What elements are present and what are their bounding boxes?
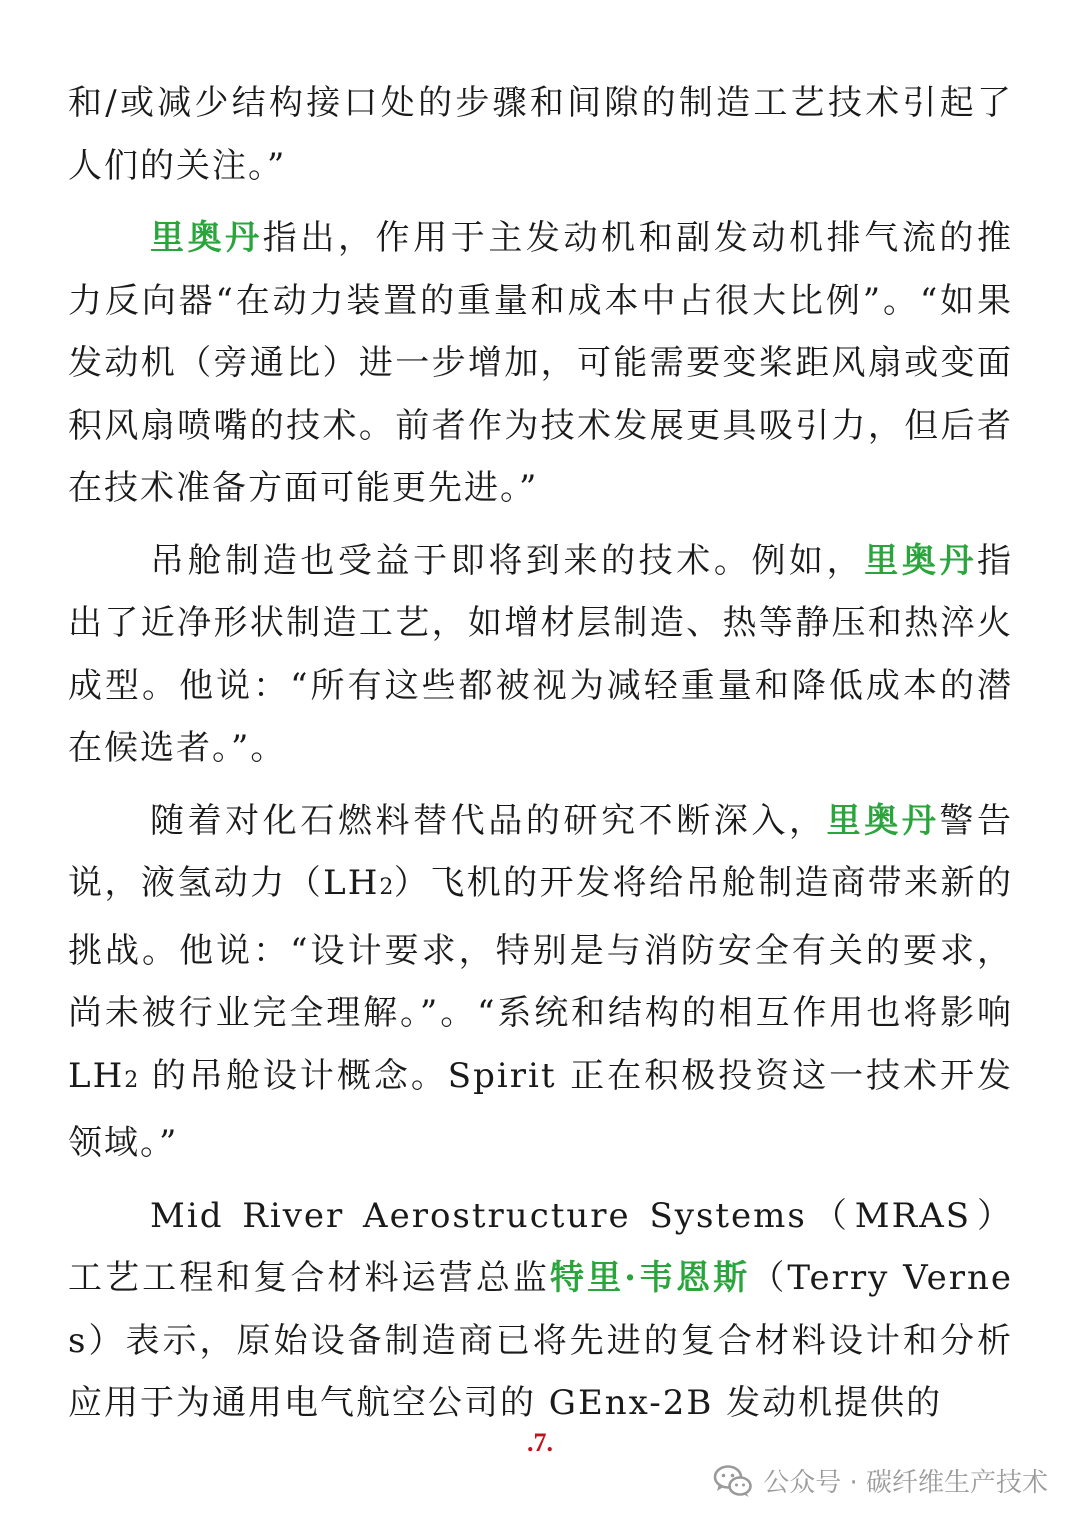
- paragraph-4: [68, 790, 1013, 1175]
- article-body: [68, 72, 1013, 1445]
- person-name-highlight: 里奥丹: [150, 218, 263, 258]
- paragraph-text: （Terry Vernes）表示，原始设备制造商已将先进的复合材料设计和分析应用于为通用电气航空公司的 GEnx-2B 发动机提供的: [68, 1258, 1013, 1423]
- person-name-highlight: 特里·韦恩斯: [550, 1258, 751, 1298]
- paragraph-1: [68, 72, 1013, 197]
- paragraph-text: 吊舱制造也受益于即将到来的技术。例如，: [150, 540, 865, 581]
- person-name-highlight: 里奥丹: [864, 540, 978, 581]
- subscript: 2: [124, 1067, 139, 1093]
- watermark-text: 公众号 · 碳纤维生产技术: [763, 1468, 1048, 1498]
- paragraph-text: 的吊舱设计概念。Spirit 正在积极投资这一技术开发领域。”: [68, 1055, 1013, 1163]
- page-number: .7.: [527, 1428, 553, 1457]
- paragraph-text: 指出了近净形状制造工艺，如增材层制造、热等静压和热淬火成型。他说：“所有这些都被视为减轻重量和降低成本的潜在候选者。”。: [68, 540, 1014, 768]
- paragraph-text: 指出，作用于主发动机和副发动机排气流的推力反向器“在动力装置的重量和成本中占很大比例”。“如果发动机（旁通比）进一步增加，可能需要变桨距风扇或变面积风扇喷嘴的技术。前者作为技术发展更具吸引力，但后者在技术准备方面可能更先进。”: [68, 218, 1014, 508]
- person-name-highlight: 里奥丹: [826, 800, 940, 841]
- paragraph-text: Mid River Aerostructure Systems（MRAS）工艺工程和复合材料运营总监: [68, 1195, 1013, 1298]
- paragraph-text: 警告说，液氢动力（LH: [68, 800, 1014, 903]
- paragraph-2: [68, 207, 1013, 520]
- paragraph-text: 和/或减少结构接口处的步骤和间隙的制造工艺技术引起了人们的关注。”: [68, 83, 1013, 186]
- paragraph-3: [68, 530, 1013, 780]
- paragraph-text: 随着对化石燃料替代品的研究不断深入，: [150, 800, 827, 841]
- subscript: 2: [379, 875, 394, 900]
- paragraph-text: ）飞机的开发将给吊舱制造商带来新的挑战。他说：“设计要求，特别是与消防安全有关的要求，尚未被行业完全理解。”。“系统和结构的相互作用也将影响 LH: [68, 863, 1013, 1096]
- wechat-icon: [713, 1464, 753, 1498]
- watermark: [713, 1462, 1048, 1499]
- paragraph-5: [68, 1185, 1013, 1435]
